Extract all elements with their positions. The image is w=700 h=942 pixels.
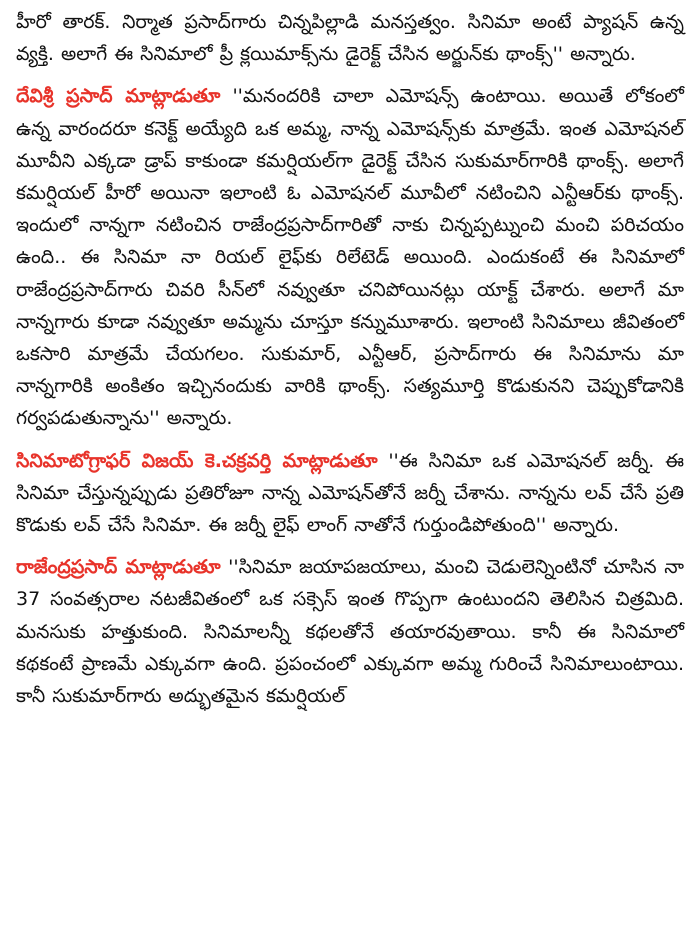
speaker-name: దేవిశ్రీ ప్రసాద్‌ మాట్లాడుతూ — [16, 85, 221, 108]
quote-text: ''ఈ సినిమా ఒక ఎమోషనల్‌ జర్నీ. ఈ సినిమా చేస్తున్నప్పుడు ప్రతిరోజూ నాన్న ఎమోషన్‌తోనే జర్నీ చేశాను. నాన్నను లవ్‌ చేసే ప్రతి కొడుకు లవ్‌ చేసే సినిమా. ఈ జర్నీ లైఫ్‌ లాంగ్‌ నాతోనే గుర్తుండిపోతుంది'' అన్నారు. — [16, 449, 685, 537]
speaker-name: సినిమాటోగ్రాఫర్‌ విజయ్‌ కె.చక్రవర్తి మాట్లాడుతూ — [16, 449, 378, 472]
quote-text: ''సినిమా జయాపజయాలు, మంచి చెడులెన్నింటినో చూసిన నా 37 సంవత్సరాల నటజీవితంలో ఒక సక్సెస్‌ ఇంత గొప్పగా ఉంటుందని తెలిసిన చిత్రమిది. మనసుకు హత్తుకుంది. సినిమాలన్నీ కథలతోనే తయారవుతాయి. కానీ ఈ సినిమాలో కథకంటే ప్రాణమే ఎక్కువగా ఉంది. ప్రపంచంలో ఎక్కువగా అమ్మ గురించే సినిమాలుంటాయి. కానీ సుకుమార్‌గారు అద్భుతమైన కమర్షియల్‌ — [16, 556, 684, 708]
devisri-paragraph — [16, 80, 684, 434]
speaker-name: రాజేంద్రప్రసాద్‌ మాట్లాడుతూ — [16, 556, 221, 579]
intro-paragraph: హీరో తారక్‌. నిర్మాత ప్రసాద్‌గారు చిన్నపిల్లాడి మనస్తత్వం. సినిమా అంటే ప్యాషన్‌ ఉన్న వ్యక్తి. అలాగే ఈ సినిమాలో ప్రీ క్లయిమాక్స్‌ను డైరెక్ట్‌ చేసిన అర్జున్‌కు థాంక్స్‌'' అన్నారు. — [16, 11, 684, 66]
quote-text: ''మనందరికి చాలా ఎమోషన్స్‌ ఉంటాయి. అయితే లోకంలో ఉన్న వారందరూ కనెక్ట్‌ అయ్యేది ఒక అమ్మ, నాన్న ఎమోషన్స్‌కు మాత్రమే. ఇంత ఎమోషనల్‌ మూవీని ఎక్కడా డ్రాప్‌ కాకుండా కమర్షియల్‌గా డైరెక్ట్‌ చేసిన సుకుమార్‌గారికి థాంక్స్‌. అలాగే కమర్షియల్‌ హీరో అయినా ఇలాంటి ఓ ఎమోషనల్‌ మూవీలో నటించిని ఎన్టీఆర్‌కు థాంక్స్‌. ఇందులో నాన్నగా నటించిన రాజేంద్రప్రసాద్‌గారితో నాకు చిన్నప్పట్నుంచి మంచి పరిచయం ఉంది.. ఈ సినిమా నా రియల్‌ లైఫ్‌కు రిలేటెడ్‌ అయింది. ఎందుకంటే ఈ సినిమాలో రాజేంద్రప్రసాద్‌గారు చివరి సీన్‌లో నవ్వుతూ చనిపోయినట్లు యాక్ట్‌ చేశారు. అలాగే మా నాన్నగారు కూడా నవ్వుతూ అమ్మను చూస్తూ కన్నుమూశారు. ఇలాంటి సినిమాలు జీవితంలో ఒకసారి మాత్రమే చేయగలం. సుకుమార్‌, ఎన్టీఆర్‌, ప్రసాద్‌గారు ఈ సినిమాను మా నాన్నగారికి అంకితం ఇచ్చినందుకు వారికి థాంక్స్‌. సత్యమూర్తి కొడుకునని చెప్పుకోడానికి గర్వపడుతున్నాను'' అన్నారు. — [16, 85, 684, 430]
rajendraprasad-paragraph — [16, 551, 684, 712]
cinematographer-paragraph — [16, 445, 684, 542]
